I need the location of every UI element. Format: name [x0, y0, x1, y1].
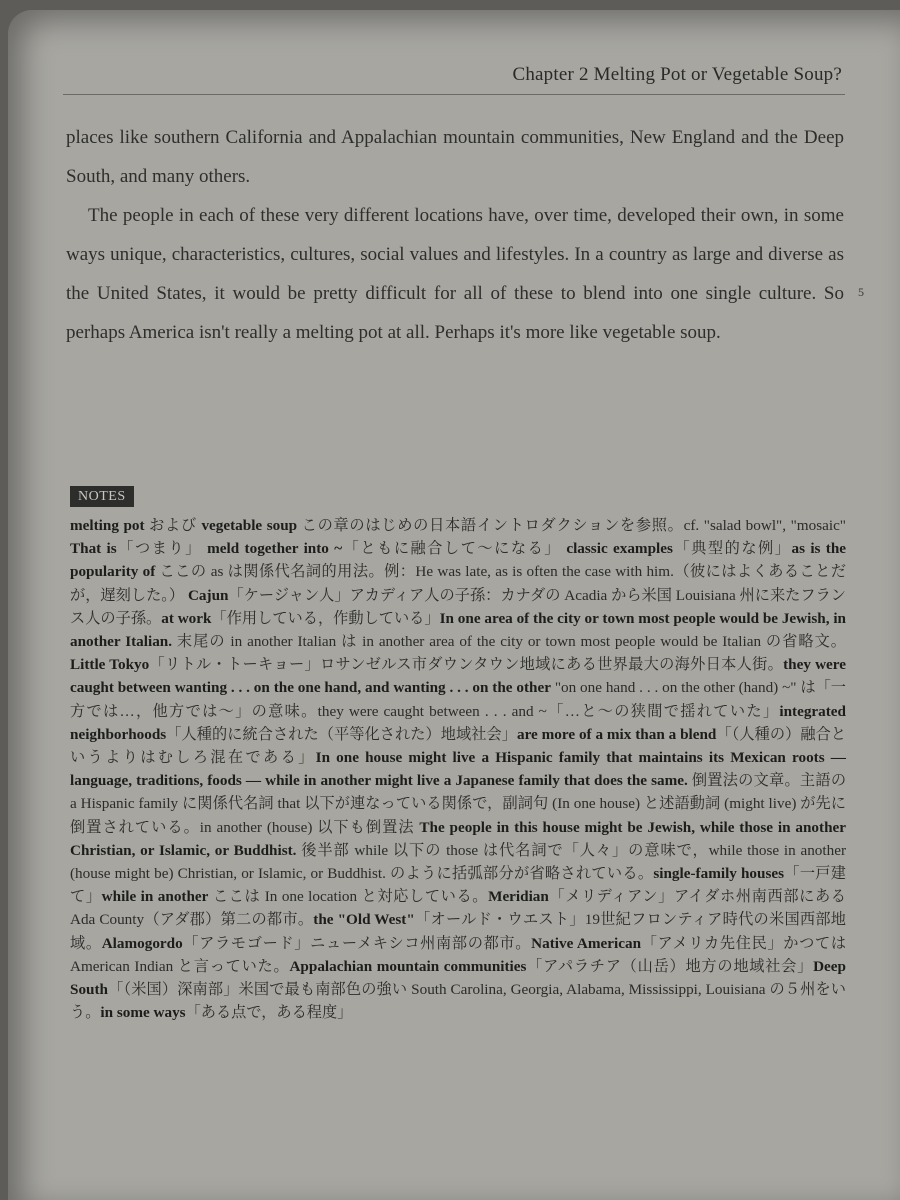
note-term: single-family houses [653, 865, 785, 883]
book-page [8, 10, 900, 1200]
note-gloss: 「（人種の）融合というよりはむしろ混在である」 [70, 725, 847, 767]
note-term: Native American [531, 934, 642, 952]
note-term: Cajun [187, 586, 229, 604]
note-gloss: 倒置法の文章。主語の a Hispanic family に関係代名詞 that 以下が連なっている関係で，副詞句 (In one house) と述語動詞 (might live) が先に倒置されている。in another (house) 以下も倒置法 [70, 772, 847, 836]
line-number: 5 [858, 285, 864, 299]
note-term: vegetable soup [201, 517, 298, 534]
main-text [66, 118, 844, 352]
note-term: at work [161, 609, 212, 627]
note-gloss: ここは In one location と対応している。 [208, 888, 489, 906]
note-term: are more of a mix than a blend [516, 725, 717, 743]
note-gloss: 「典型的な例」 [672, 540, 792, 558]
note-term: In one house might live a Hispanic family that maintains its Mexican roots — language, traditions, foods — while in another might live a Japanese family that does the same. [70, 749, 846, 790]
note-term: That is [70, 540, 117, 558]
note-gloss: ここの as は関係代名詞的用法。例：He was late, as is often the case with him.（彼にはよくあることだが，遅刻した。） [70, 563, 847, 604]
note-term: Little Tokyo [70, 656, 150, 674]
note-gloss: 「（米国）深南部」米国で最も南部色の強い South Carolina, Georgia, Alabama, Mississippi, Louisiana の５州をいう。 [70, 981, 846, 1022]
note-term: melting pot [70, 517, 145, 534]
note-term: the "Old West" [313, 911, 415, 929]
note-gloss: 後半部 while 以下の those は代名詞で「人々」の意味で，while those in another (house might be) Christian, or Islamic, or Buddhist. のように括弧部分が省略されている。 [70, 841, 847, 883]
note-gloss: および [144, 517, 202, 534]
note-term: integrated neighborhoods [70, 702, 846, 743]
note-gloss: 「リトル・トーキョー」ロサンゼルス市ダウンタウン地域にある世界最大の海外日本人街。 [149, 656, 784, 674]
note-gloss: 「アラモゴード」ニューメキシコ州南部の都市。 [182, 934, 532, 952]
note-gloss: 「ある点で，ある程度」 [185, 1004, 353, 1022]
note-gloss: 「人種的に統合された（平等化された）地域社会」 [166, 725, 517, 743]
note-gloss: 「一戸建て」 [70, 865, 846, 906]
note-gloss: "on one hand . . . on the other (hand) ~" は「一方では…，他方では〜」の意味。they were caught between . . . and ~「…と〜の狭間で揺れていた」 [70, 679, 846, 720]
note-term: The people in this house might be Jewish, while those in another Christian, or Islamic, or Buddhist. [70, 818, 846, 859]
note-term: classic examples [566, 540, 673, 558]
note-gloss: 「オールド・ウエスト」19世紀フロンティア時代の米国西部地域。 [70, 911, 846, 952]
notes-label: NOTES [70, 486, 134, 507]
note-gloss: 「作用している，作動している」 [211, 609, 440, 627]
note-gloss: 「つまり」 [116, 540, 208, 558]
paragraph-1: places like southern California and Appalachian mountain communities, New England and the Deep South, and many others. [66, 127, 844, 187]
note-term: In one area of the city or town most people would be Jewish, in another Italian. [70, 609, 847, 651]
note-gloss: 「アメリカ先住民」かつては American Indian と言っていた。 [70, 934, 847, 975]
note-term: while in another [101, 888, 209, 906]
notes-section [70, 514, 846, 1024]
paragraph-2: The people in each of these very different locations have, over time, developed their own, in some ways unique, characteristics, cultures, social values and lifestyles. In a country as large and diverse as the United States, it would be pretty difficult for all of these to blend into one single culture. So perhaps America isn't really a melting pot at all. Perhaps it's more like vegetable soup. [66, 205, 844, 343]
note-term: Meridian [488, 888, 549, 906]
note-gloss: この章のはじめの日本語イントロダクションを参照。cf. "salad bowl", "mosaic" [297, 517, 847, 534]
note-gloss: 「メリディアン」アイダホ州南西部にある Ada County（アダ郡）第二の都市。 [70, 888, 846, 929]
note-term: Deep South [70, 957, 846, 999]
note-gloss: 「ともに融合して〜になる」 [342, 540, 567, 558]
note-gloss: 末尾の in another Italian は in another area of the city or town most people would be Italian の省略文。 [172, 633, 846, 651]
note-term: as is the popularity of [70, 540, 847, 581]
note-gloss: 「アパラチア（山岳）地方の地域社会」 [526, 957, 814, 975]
header-rule [63, 94, 845, 95]
note-term: meld together into ~ [207, 540, 343, 558]
note-term: in some ways [100, 1004, 186, 1022]
note-gloss: 「ケージャン人」アカディア人の子孫：カナダの Acadia から米国 Louisiana 州に来たフランス人の子孫。 [70, 586, 846, 627]
note-term: Alamogordo [101, 934, 183, 952]
running-head: Chapter 2 Melting Pot or Vegetable Soup? [512, 64, 842, 85]
note-term: they were caught between wanting . . . on the one hand, and wanting . . . on the other [70, 656, 846, 697]
note-term: Appalachian mountain communities [289, 957, 527, 975]
